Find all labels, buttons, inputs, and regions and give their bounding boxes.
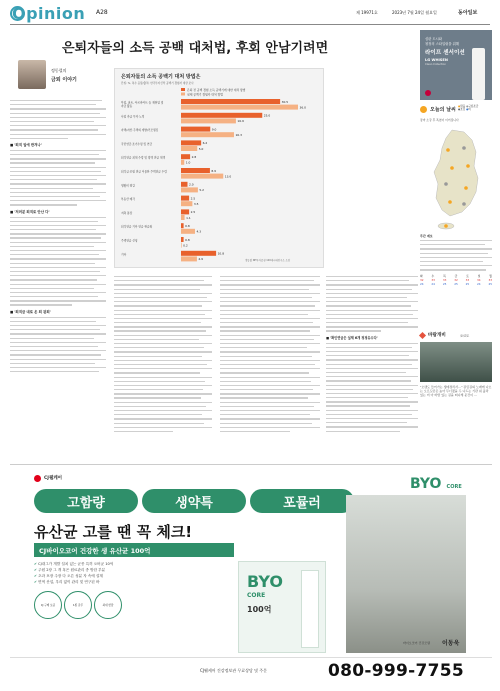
chart-box	[114, 68, 324, 268]
column-photo	[420, 342, 492, 382]
forecast-high: 33	[431, 277, 435, 282]
check-icon: ✔	[34, 574, 39, 578]
bar-value-label: 25.0	[263, 113, 271, 118]
weather-subtitle: 장마 소강 후 폭염이 이어집니다	[420, 118, 459, 122]
chart-bar	[181, 243, 182, 248]
cj-logo-icon	[34, 475, 41, 482]
weather-title: 오늘의 날씨	[430, 107, 456, 113]
badge-herbal-label: 생약특	[175, 495, 213, 511]
brand-logo-text: BYO	[410, 476, 442, 492]
forecast-title: 주간 예보	[420, 234, 433, 238]
chart-bar	[181, 251, 216, 256]
legend-label: 은퇴 전 공백 경험 소득 공백기에 대한 대처 방법	[187, 87, 246, 92]
bar-value-label: 2.5	[190, 196, 196, 201]
category-label: 생활비 절감	[121, 183, 135, 188]
cj-ad[interactable]	[10, 464, 492, 689]
chart-bar	[181, 215, 185, 220]
quality-badge-text: CJ 구매 보증	[40, 604, 56, 607]
forecast-day: 월	[489, 273, 492, 278]
lg-ad-kicker-2: 청정의 스타일링을 위해	[425, 42, 459, 46]
chart-bar	[181, 196, 189, 201]
chart-bar	[181, 209, 189, 214]
ad-subline	[34, 543, 234, 557]
legend-partly: 구름조금	[468, 105, 479, 108]
product-line: 100억	[247, 605, 272, 614]
check-list	[34, 561, 224, 585]
forecast-low: 24	[477, 281, 481, 286]
bar-value-label: 4.3	[196, 229, 202, 234]
brand-logo-sub: CORE	[446, 484, 462, 490]
category-label: 사업 자금 투자 노력	[121, 114, 145, 119]
quality-badge	[34, 591, 62, 619]
byline-name: 정동렬의	[51, 68, 67, 73]
chart-bar	[181, 154, 190, 159]
chart-bar	[181, 229, 195, 234]
bar-value-label: 2.5	[190, 210, 196, 215]
category-label: 국민연금·조기수령 및 연금	[121, 141, 153, 146]
check-text: 초과 포장 주장 다 오른 성분 자 속에 설계	[38, 574, 103, 578]
category-label: 퇴직금·보험 연금 이용한 주택연금 수령	[121, 169, 167, 174]
bar-value-label: 5.2	[199, 188, 205, 193]
chart-bar	[181, 237, 184, 242]
category-label: 퇴직연금 최대 수령 및 정액 연금 대책	[121, 155, 166, 160]
legend-swatch	[181, 88, 185, 91]
product-brand: BYO	[247, 572, 283, 591]
chart-bar	[181, 146, 197, 151]
forecast-low: 24	[431, 281, 435, 286]
forecast-day: 토	[466, 273, 469, 278]
section-title: Opinion	[12, 4, 86, 23]
forecast-high: 34	[477, 277, 481, 282]
author-photo	[18, 60, 46, 89]
badge-formula	[250, 489, 354, 513]
model-caption: 바이오코어 건강모델	[403, 641, 431, 645]
check-text: 주원 2장 그 개 혹은 원료관리 종 방한 부분	[38, 568, 106, 572]
quality-badge-text: 1종 균주	[73, 604, 83, 607]
forecast-low: 25	[488, 281, 492, 286]
chart-bar	[181, 256, 197, 261]
chart-plot	[115, 69, 323, 267]
bar-value-label: 0.8	[185, 224, 190, 228]
chart-bar	[181, 182, 188, 187]
bar-value-label: 9.0	[211, 127, 217, 132]
byline	[18, 60, 96, 90]
bar-value-label: 16.9	[237, 119, 244, 124]
product-sub: CORE	[247, 592, 266, 599]
page-number: A28	[96, 9, 108, 16]
quality-badge	[94, 591, 122, 619]
category-label: 부업, 파트, 아르바이트 등 재취업 및 자급 활동	[121, 100, 165, 108]
column-title: 바람개비	[428, 333, 446, 338]
subhead: ■ '퇴직 일에 반겨나'	[10, 142, 42, 147]
badge-high-dose-label: 고함량	[67, 495, 105, 511]
weather-section	[420, 104, 492, 330]
article-column-3	[220, 276, 320, 460]
lg-logo-icon	[425, 90, 431, 96]
column-subtitle: 오르도	[460, 334, 470, 338]
model-photo	[346, 495, 466, 653]
chart-bar	[181, 118, 236, 123]
chart-bar	[181, 113, 262, 118]
forecast-high: 33	[442, 277, 447, 282]
badge-herbal	[142, 489, 246, 513]
bar-value-label: 5.0	[198, 146, 204, 151]
cj-company: CJ웰케어	[44, 476, 63, 481]
product-box	[238, 561, 326, 653]
issue-number: 제 19971호	[356, 10, 378, 15]
check-text: 면역 산업, 우리 없이 관리 및 연구된 바	[38, 580, 100, 584]
bar-value-label: 13.0	[224, 174, 232, 179]
article-headline: 은퇴자들의 소득 공백 대처법, 후회 안남기려면	[62, 41, 329, 56]
lg-ad[interactable]	[420, 30, 492, 100]
brand-logo	[410, 473, 462, 492]
subhead: ■ '저러분 퇴직로 안난 다'	[10, 209, 50, 214]
legend-label: 실제 공백기 경험자 대처 방법	[187, 92, 223, 97]
article-column-1	[10, 100, 106, 460]
category-label: 부동산 매각	[121, 197, 135, 202]
bar-value-label: 1.0	[185, 160, 191, 165]
footer-text: CJ웰케어 건강정보관 무료상담 및 주문	[200, 668, 268, 673]
weather-legend: ●맑음 ●구름조금 ●흐림 ●비	[458, 105, 479, 112]
chart-bar	[181, 201, 192, 206]
article-column-4	[326, 276, 418, 460]
bar-value-label: 10.8	[217, 251, 225, 256]
check-text: CJ대그가 개발 설치 있는 균종 특허 오버균 10억	[38, 562, 114, 566]
check-icon: ✔	[34, 568, 39, 572]
subhead: ■ '퇴직금 대로 온 퇴 된퇴'	[10, 309, 51, 314]
forecast-high: 32	[454, 277, 458, 282]
bar-value-label: 3.5	[193, 202, 199, 206]
lg-ad-model: Clean Collection	[425, 63, 447, 66]
category-label: 저축 통장	[121, 210, 133, 215]
check-icon: ✔	[34, 562, 39, 566]
quality-badge-text: 최대 함량	[102, 604, 114, 607]
forecast-high: 33	[465, 277, 470, 282]
column-baramgaebi	[420, 332, 492, 460]
bar-value-label: 2.8	[191, 155, 197, 159]
column-body: "오랜도 들어가는 생애정리서…" 갈림길의 노래에 나오는 오르도만은 높아 무너졌을 두 나드는 기관 위 올라 있는 미 아 바람 있는 길을 떠나세 운건이 ...	[420, 385, 492, 398]
forecast-day: 금	[454, 273, 458, 278]
bar-value-label: 16.3	[235, 133, 242, 137]
legend-cloudy: 흐림	[460, 108, 466, 112]
category-label: 주택연금 신청	[121, 238, 138, 243]
chart-title: 은퇴자들의 소득 공백기 대처 방법은	[121, 74, 201, 80]
page-header	[10, 6, 492, 26]
chart-bar	[181, 187, 198, 192]
forecast-low: 25	[465, 281, 470, 286]
chart-bar	[181, 127, 210, 132]
subhead: ■ '확인연금은 실제 6개 정정유수다'	[326, 335, 378, 340]
bar-value-label: 2.0	[189, 182, 194, 187]
chart-bar	[181, 99, 280, 104]
chart-bar	[181, 223, 184, 228]
chart-bar	[181, 160, 184, 165]
ad-subline-text: CJ바이오코어 건강한 생 유산균 100억	[39, 546, 151, 555]
forecast-day: 화	[420, 273, 423, 278]
ad-headline: 유산균 고를 땐 꼭 체크!	[34, 523, 193, 541]
bar-value-label: 1.1	[186, 215, 191, 220]
bar-value-label: 0.8	[185, 237, 190, 242]
chart-bar	[181, 174, 223, 179]
badge-formula-label: 포뮬러	[283, 495, 321, 511]
forecast-low: 24	[420, 281, 424, 286]
chart-footnote: 정동렬 NH투자증권 100세시대연구소 소장	[245, 259, 291, 262]
weather-forecast-table	[420, 234, 492, 324]
lg-ad-kicker: 심판 도시와	[425, 37, 442, 41]
forecast-day: 목	[443, 273, 446, 278]
paper-name: 동아일보	[458, 10, 478, 16]
lg-ad-product: 라이프 센서이션	[425, 50, 465, 56]
phone-number[interactable]: 080-999-7755	[328, 661, 464, 681]
bar-value-label: 36.0	[299, 105, 306, 110]
chart-bar	[181, 132, 234, 137]
model-name: 이동욱	[442, 640, 460, 647]
chart-subtitle: 단위: %, 복수 응답/출처: 한국투자신탁 공백기 경험자 대상 조사	[121, 82, 194, 85]
chart-bar	[181, 140, 201, 145]
header-divider	[10, 24, 490, 25]
bar-value-label: 0.2	[183, 243, 188, 248]
category-label: 기타	[121, 252, 127, 257]
forecast-high: 33	[488, 277, 492, 282]
chart-bar	[181, 105, 298, 110]
chart-bar	[181, 168, 210, 173]
badge-high-dose	[34, 489, 138, 513]
bar-value-label: 8.9	[211, 168, 217, 173]
lg-ad-brand: LG WHISEN	[425, 58, 448, 62]
legend-sunny: 맑음	[460, 105, 466, 108]
category-label: 퇴직연금 기타 연금 현금화	[121, 224, 153, 229]
forecast-day: 일	[477, 273, 481, 278]
bar-value-label: 6.2	[202, 141, 208, 146]
check-icon: ✔	[34, 580, 39, 584]
check-item	[34, 579, 224, 585]
category-label: 자택/자산·주택의 개발/리모델링	[121, 128, 159, 133]
forecast-day: 수	[431, 273, 435, 278]
korea-map	[422, 126, 490, 230]
air-conditioner-image	[472, 48, 485, 100]
bar-value-label: 30.5	[281, 99, 289, 104]
bar-value-label: 4.9	[198, 257, 204, 262]
legend-rain: 비	[468, 108, 471, 112]
weather-sun-icon	[420, 106, 427, 113]
forecast-low: 25	[454, 281, 458, 286]
pinwheel-icon	[419, 332, 426, 339]
article-column-2	[114, 276, 212, 460]
quality-badges	[34, 591, 154, 621]
product-stick	[301, 570, 319, 648]
issue-date: 2023년 7월 24일 월요일	[392, 10, 437, 15]
forecast-lows	[420, 282, 492, 286]
ad-footer	[10, 657, 492, 689]
quality-badge	[64, 591, 92, 619]
byline-title: 금퇴 이야기	[51, 77, 77, 83]
forecast-high: 32	[420, 277, 424, 282]
legend-swatch	[181, 93, 185, 96]
forecast-low: 25	[442, 281, 447, 286]
